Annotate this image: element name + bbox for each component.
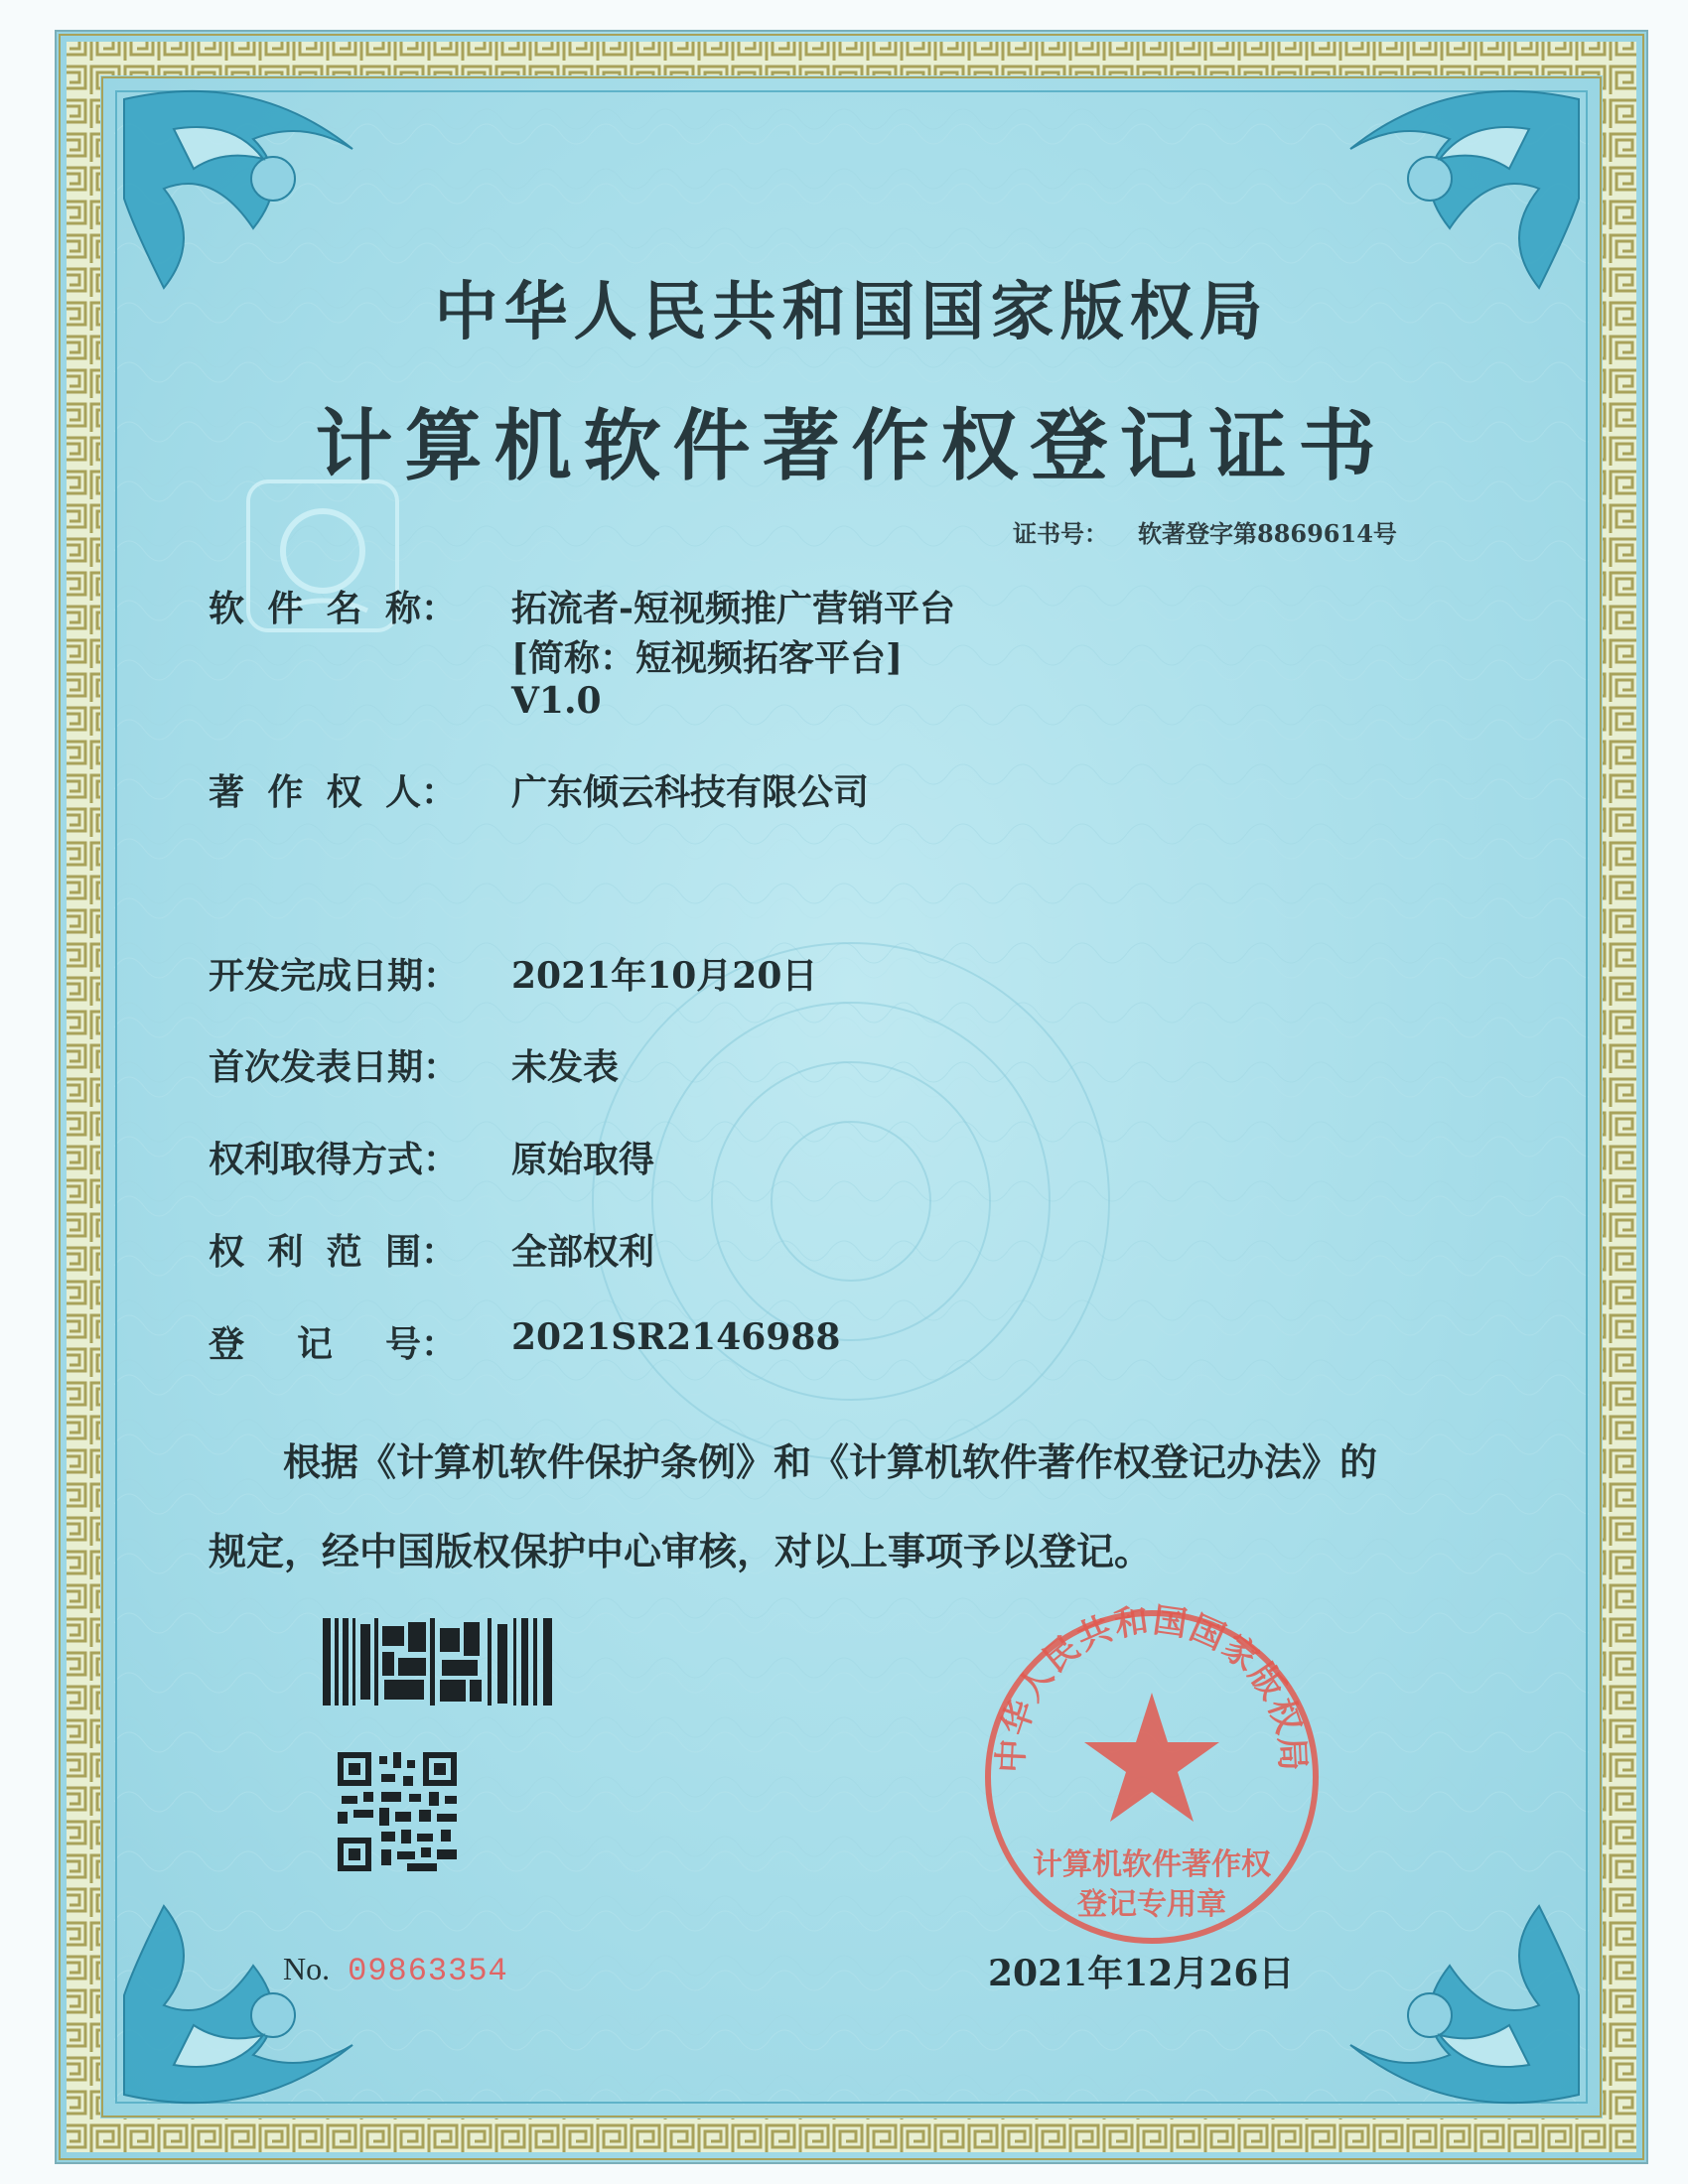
field-value-rights-scope: 全部权利 <box>511 1231 655 1273</box>
field-label-completion-date: 开发完成日期： <box>209 955 460 997</box>
field-value-publication-date: 未发表 <box>511 1046 620 1088</box>
field-label-publication-date: 首次发表日期： <box>209 1046 460 1088</box>
label-char: 称： <box>384 588 457 629</box>
issue-date: 2021年12月26日 <box>988 1953 1295 1994</box>
label-char: 记 <box>296 1323 333 1365</box>
qr-code-icon <box>338 1752 457 1871</box>
serial-number-value: 09863354 <box>348 1953 508 1989</box>
text-layer <box>55 30 1648 2164</box>
field-label-rights-scope <box>209 1224 467 1275</box>
official-seal-icon <box>973 1598 1331 1956</box>
label-char: 围： <box>384 1231 457 1273</box>
label-char: 号： <box>384 1323 457 1365</box>
label-char: 权 <box>209 1231 245 1273</box>
label-char: 名 <box>326 588 362 629</box>
barcode-icon <box>323 1618 561 1706</box>
seal-arc-text: 中华人民共和国国家版权局 <box>991 1600 1313 1774</box>
label-char: 件 <box>267 588 304 629</box>
serial-prefix: No. <box>283 1951 331 1986</box>
issuer-name: 中华人民共和国国家版权局 <box>434 275 1269 349</box>
label-char: 登 <box>209 1323 245 1365</box>
label-char: 人： <box>384 771 457 813</box>
label-char: 利 <box>267 1231 304 1273</box>
certificate-title: 计算机软件著作权登记证书 <box>315 401 1388 491</box>
field-value-software-name: 拓流者-短视频推广营销平台 <box>511 588 955 629</box>
certificate-number-value: 软著登字第8869614号 <box>1138 519 1397 548</box>
field-value-acquisition-method: 原始取得 <box>511 1139 655 1180</box>
field-label-copyright-owner <box>209 764 467 815</box>
field-label-registration-number <box>209 1316 467 1367</box>
field-value-registration-number: 2021SR2146988 <box>511 1316 841 1358</box>
label-char: 范 <box>326 1231 362 1273</box>
label-char: 软 <box>209 588 245 629</box>
label-char: 著 <box>209 771 245 813</box>
field-value-software-short-name: [简称：短视频拓客平台] <box>511 637 904 679</box>
statement-line-1: 根据《计算机软件保护条例》和《计算机软件著作权登记办法》的 <box>283 1439 1378 1484</box>
serial-number <box>283 1951 508 1989</box>
label-char: 作 <box>267 771 304 813</box>
seal-inner-line-2: 登记专用章 <box>1077 1887 1226 1922</box>
field-value-software-version: V1.0 <box>511 680 602 722</box>
label-char: 权 <box>326 771 362 813</box>
field-label-software-name <box>209 581 467 631</box>
field-label-acquisition-method: 权利取得方式： <box>209 1139 460 1180</box>
certificate-number <box>1013 514 1397 549</box>
statement-line-2: 规定，经中国版权保护中心审核，对以上事项予以登记。 <box>209 1529 1153 1573</box>
field-value-copyright-owner: 广东倾云科技有限公司 <box>511 771 870 813</box>
certificate <box>55 30 1648 2164</box>
certificate-number-label: 证书号： <box>1013 519 1108 548</box>
field-value-completion-date: 2021年10月20日 <box>511 955 818 997</box>
seal-inner-line-1: 计算机软件著作权 <box>1033 1847 1271 1882</box>
